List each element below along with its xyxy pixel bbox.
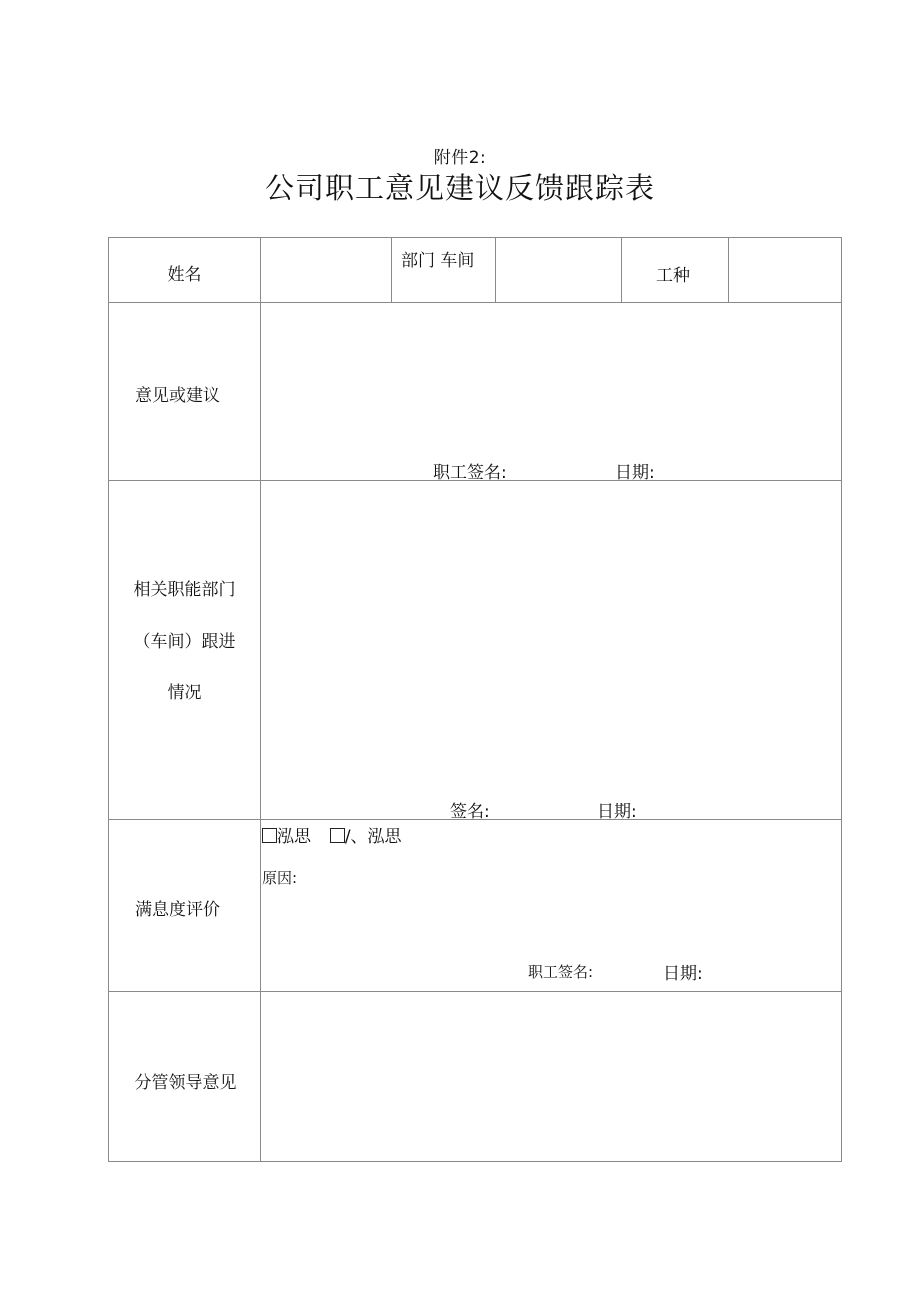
checkbox-icon[interactable] xyxy=(330,828,345,843)
satisfaction-label: 满息度评价 xyxy=(135,900,220,920)
reason-field[interactable] xyxy=(261,888,841,958)
feedback-tracking-table xyxy=(108,237,842,1162)
date-label: 日期: xyxy=(615,463,655,483)
followup-label-line-1: 相关职能部门 xyxy=(133,580,236,600)
name-field[interactable] xyxy=(261,238,391,302)
checkbox-icon[interactable] xyxy=(262,828,277,843)
followup-label-line-3: 情况 xyxy=(167,683,202,703)
followup-label-line-2: （车间）跟进 xyxy=(133,632,236,652)
name-label: 姓名 xyxy=(167,265,202,285)
satisfaction-options xyxy=(262,822,402,847)
form-title: 公司职工意见建议反馈跟踪表 xyxy=(264,171,655,205)
trade-field[interactable] xyxy=(729,238,841,302)
date-label: 日期: xyxy=(663,964,703,984)
reason-label: 原因: xyxy=(262,869,298,887)
department-label: 部门 车间 xyxy=(401,251,475,271)
leader-opinion-field[interactable] xyxy=(261,992,841,1161)
cell-divider xyxy=(621,238,622,302)
suggestion-label: 意见或建议 xyxy=(135,386,220,406)
cell-divider xyxy=(391,238,392,302)
trade-label: 工种 xyxy=(656,266,690,286)
employee-signature-label: 职工签名: xyxy=(528,963,594,981)
employee-signature-label: 职工签名: xyxy=(433,463,507,483)
department-field[interactable] xyxy=(496,238,621,302)
option-satisfied: 泓思 xyxy=(277,827,311,847)
leader-opinion-label: 分管领导意见 xyxy=(134,1073,237,1093)
signature-label: 签名: xyxy=(450,802,490,822)
attachment-label: 附件2: xyxy=(433,148,487,168)
suggestion-field[interactable] xyxy=(261,303,841,480)
date-label: 日期: xyxy=(597,802,637,822)
followup-field[interactable] xyxy=(261,481,841,819)
option-unsatisfied: /、泓思 xyxy=(344,827,402,847)
